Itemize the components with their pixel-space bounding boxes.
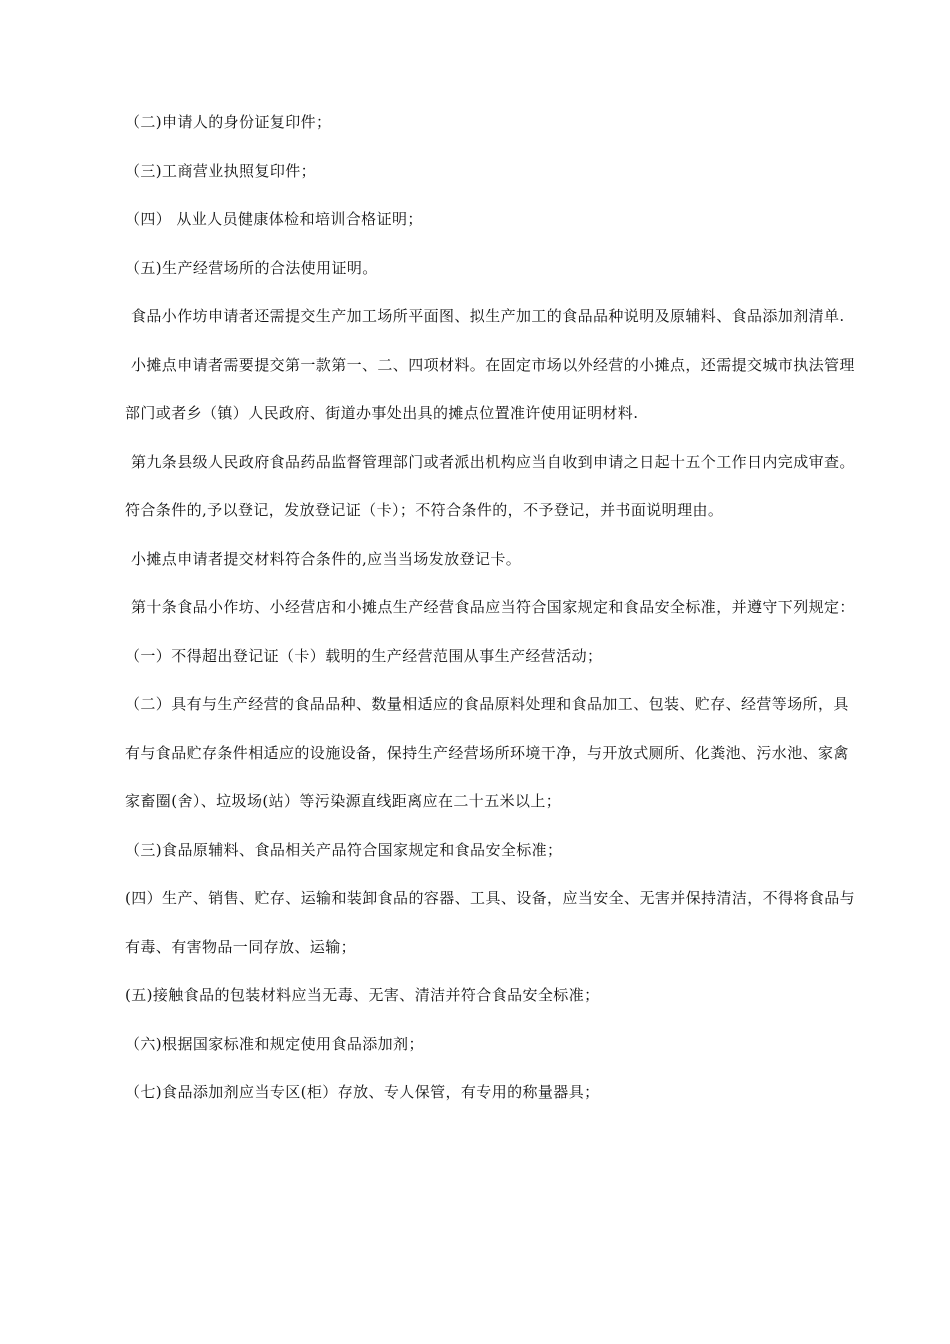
paragraph-stall-materials: 小摊点申请者需要提交第一款第一、二、四项材料。在固定市场以外经营的小摊点，还需提交城市执法管理部门或者乡（镇）人民政府、街道办事处出具的摊点位置准许使用证明材料.: [125, 355, 855, 422]
paragraph-item-5: （五)生产经营场所的合法使用证明。: [125, 258, 378, 277]
paragraph-article-10: 第十条食品小作坊、小经营店和小摊点生产经营食品应当符合国家规定和食品安全标准，并遵守下列规定：: [131, 598, 855, 616]
paragraph-workshop-materials: 食品小作坊申请者还需提交生产加工场所平面图、拟生产加工的食品品种说明及原辅料、食品添加剂清单.: [131, 307, 845, 325]
paragraph-rule-5: (五)接触食品的包装材料应当无毒、无害、清洁并符合食品安全标准；: [125, 986, 600, 1004]
paragraph-item-4: （四） 从业人员健康体检和培训合格证明；: [125, 210, 423, 228]
paragraph-rule-7: （七)食品添加剂应当专区(柜）存放、专人保管，有专用的称量器具；: [125, 1083, 600, 1101]
paragraph-rule-3: （三)食品原辅料、食品相关产品符合国家规定和食品安全标准；: [125, 840, 563, 859]
paragraph-article-9: 第九条县级人民政府食品药品监督管理部门或者派出机构应当自收到申请之日起十五个工作日内完成审查。符合条件的,予以登记，发放登记证（卡）；不符合条件的，不予登记，并书面说明理由。: [125, 452, 855, 519]
paragraph-rule-6: （六)根据国家标准和规定使用食品添加剂；: [125, 1034, 424, 1053]
paragraph-rule-1: （一）不得超出登记证（卡）载明的生产经营范围从事生产经营活动；: [125, 646, 603, 665]
paragraph-stall-registration-card: 小摊点申请者提交材料符合条件的,应当当场发放登记卡。: [131, 549, 522, 568]
paragraph-item-3: （三)工商营业执照复印件；: [125, 161, 317, 180]
paragraph-item-2: （二)申请人的身份证复印件；: [125, 113, 332, 131]
paragraph-rule-2: （二）具有与生产经营的食品品种、数量相适应的食品原料处理和食品加工、包装、贮存、经营等场所，具有与食品贮存条件相适应的设施设备，保持生产经营场所环境干净，与开放式厕所、化粪池、污水池、家禽家畜圈(舍）、垃圾场(站）等污染源直线距离应在二十五米以上；: [125, 695, 849, 810]
paragraph-rule-4: (四）生产、销售、贮存、运输和装卸食品的容器、工具、设备，应当安全、无害并保持清洁，不得将食品与有毒、有害物品一同存放、运输；: [125, 889, 856, 956]
